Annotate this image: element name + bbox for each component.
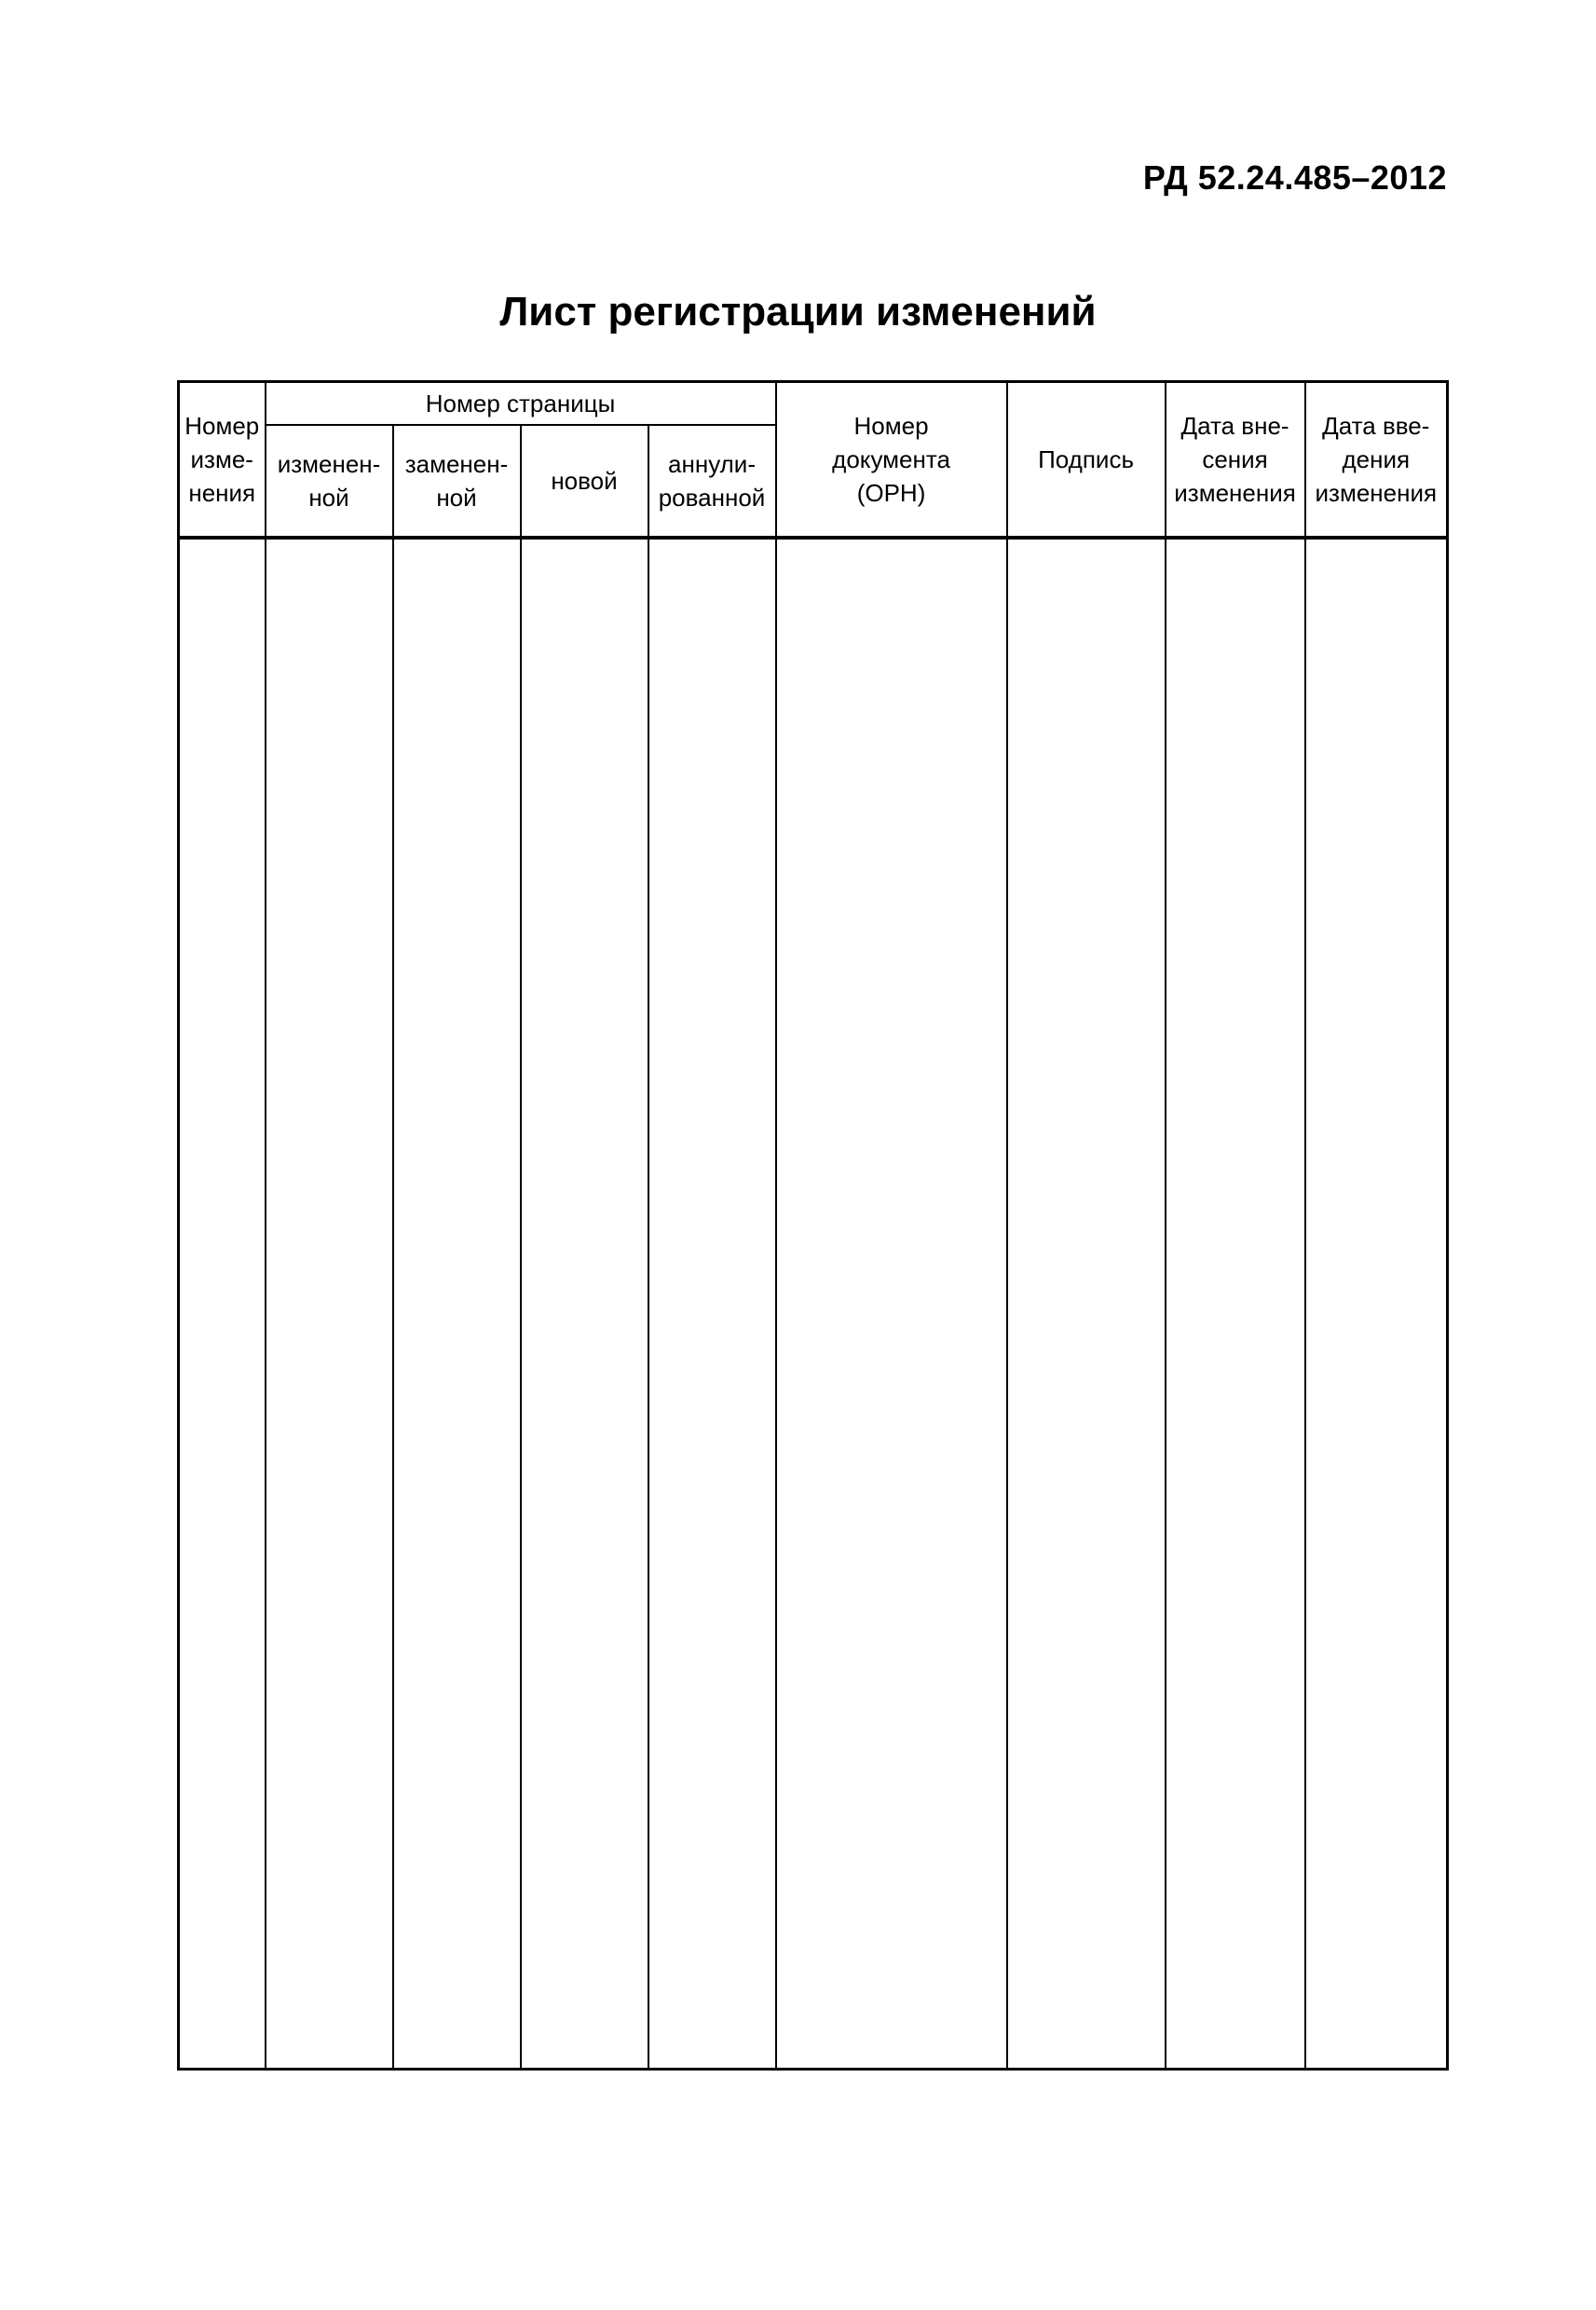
header-change-number: [179, 382, 266, 539]
header-page-changed: [266, 425, 393, 538]
header-document-number-line-1: Номер: [853, 412, 929, 440]
header-date-entered-line-1: Дата вне-: [1180, 412, 1289, 440]
cell-change-number[interactable]: [179, 538, 266, 2070]
header-document-number-line-2: документа: [832, 445, 950, 473]
header-page-cancelled-line-1: аннули-: [668, 450, 756, 478]
header-document-number-line-3: (ОРН): [856, 479, 926, 507]
cell-date-introduced[interactable]: [1305, 538, 1448, 2070]
document-code: РД 52.24.485–2012: [1142, 158, 1447, 197]
header-change-number-line-2: изме-: [190, 445, 253, 473]
header-page-cancelled: [648, 425, 776, 538]
header-date-introduced-line-2: дения: [1342, 445, 1411, 473]
header-date-entered-line-2: сения: [1202, 445, 1268, 473]
header-change-number-line-1: Номер: [184, 412, 260, 440]
cell-page-cancelled[interactable]: [648, 538, 776, 2070]
table-row: [179, 538, 1448, 2070]
cell-date-entered[interactable]: [1166, 538, 1305, 2070]
cell-document-number[interactable]: [776, 538, 1007, 2070]
header-page-cancelled-line-2: рованной: [658, 484, 766, 512]
header-date-introduced-line-3: изменения: [1315, 479, 1438, 507]
header-date-introduced-line-1: Дата вве-: [1322, 412, 1430, 440]
cell-page-new[interactable]: [521, 538, 648, 2070]
header-page-number-group: Номер страницы: [266, 382, 776, 426]
header-page-changed-line-2: ной: [308, 484, 349, 512]
cell-signature[interactable]: [1007, 538, 1166, 2070]
header-document-number: [776, 382, 1007, 539]
cell-page-replaced[interactable]: [393, 538, 521, 2070]
header-page-new: новой: [521, 425, 648, 538]
header-date-introduced: [1305, 382, 1448, 539]
change-registration-table: [177, 380, 1449, 2071]
header-change-number-line-3: нения: [188, 479, 256, 507]
header-page-replaced-line-2: ной: [436, 484, 477, 512]
header-page-replaced: [393, 425, 521, 538]
header-signature: Подпись: [1007, 382, 1166, 539]
page-title: Лист регистрации изменений: [499, 289, 1097, 335]
header-page-changed-line-1: изменен-: [277, 450, 381, 478]
header-date-entered: [1166, 382, 1305, 539]
header-date-entered-line-3: изменения: [1174, 479, 1296, 507]
cell-page-changed[interactable]: [266, 538, 393, 2070]
header-page-replaced-line-1: заменен-: [404, 450, 509, 478]
